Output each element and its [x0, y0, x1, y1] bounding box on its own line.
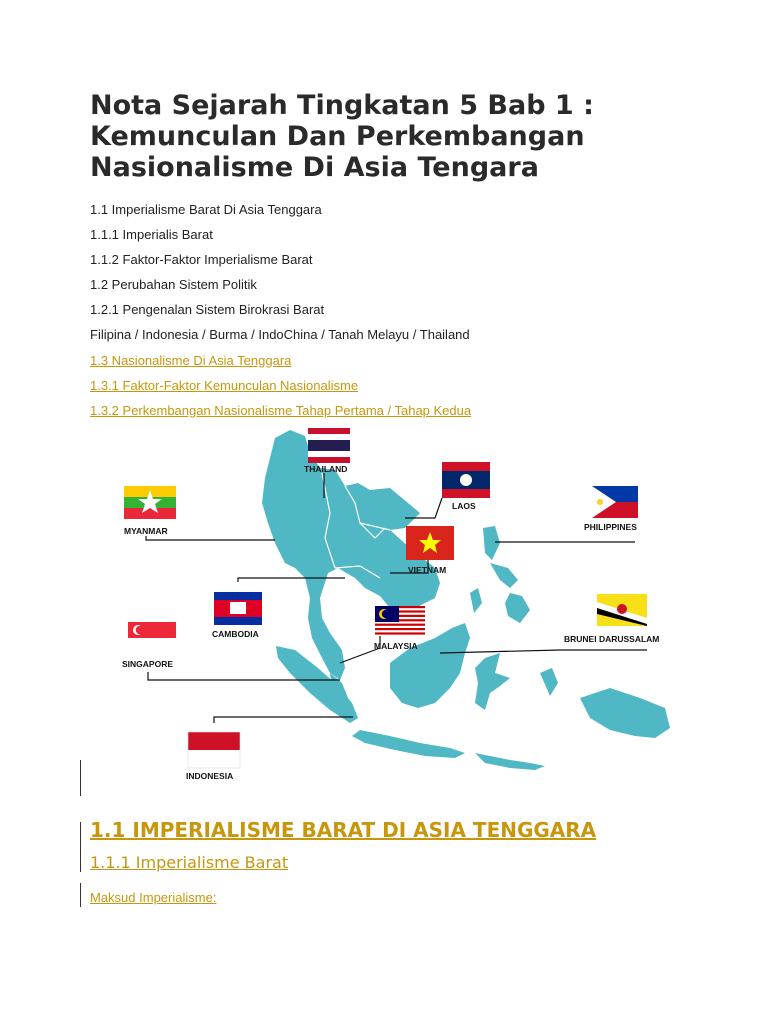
- label-philippines: PHILIPPINES: [584, 522, 637, 532]
- label-malaysia: MALAYSIA: [374, 641, 418, 651]
- flag-indonesia: [186, 732, 240, 781]
- flag-philippines: [584, 486, 638, 532]
- flag-malaysia: [374, 606, 425, 651]
- label-vietnam: VIETNAM: [408, 565, 447, 575]
- page-title: Nota Sejarah Tingkatan 5 Bab 1 : Kemunculan Dan Perkembangan Nasionalisme Di Asia Tengara: [90, 90, 594, 183]
- flag-cambodia: [212, 592, 262, 639]
- left-border-bar: [80, 760, 81, 796]
- flag-brunei: [564, 594, 659, 644]
- toc-link[interactable]: 1.3 Nasionalisme Di Asia Tenggara: [90, 352, 292, 368]
- toc-item: 1.1 Imperialisme Barat Di Asia Tenggara: [90, 202, 322, 217]
- flag-myanmar: [124, 486, 176, 536]
- label-indonesia: INDONESIA: [186, 771, 234, 781]
- label-thailand: THAILAND: [304, 464, 348, 474]
- label-singapore: SINGAPORE: [122, 659, 174, 669]
- label-cambodia: CAMBODIA: [212, 629, 259, 639]
- flag-vietnam: [406, 526, 454, 575]
- flag-singapore: [122, 622, 176, 669]
- label-myanmar: MYANMAR: [124, 526, 168, 536]
- left-border-bar: [80, 883, 81, 907]
- toc-item: 1.1.1 Imperialis Barat: [90, 227, 213, 243]
- definition-link[interactable]: Maksud Imperialisme:: [90, 890, 217, 905]
- toc-link[interactable]: 1.3.1 Faktor-Faktor Kemunculan Nasionalisme: [90, 377, 359, 393]
- toc-link[interactable]: 1.3.2 Perkembangan Nasionalisme Tahap Pertama / Tahap Kedua: [90, 402, 472, 418]
- toc-item: 1.2 Perubahan Sistem Politik: [90, 277, 257, 293]
- flag-laos: [442, 462, 490, 511]
- label-laos: LAOS: [452, 501, 476, 511]
- table-of-contents: [90, 200, 730, 426]
- flag-thailand: [304, 428, 350, 474]
- subsection-heading[interactable]: 1.1.1 Imperialisme Barat: [90, 853, 289, 872]
- label-brunei: BRUNEI DARUSSALAM: [564, 634, 660, 644]
- left-border-bar: [80, 822, 81, 872]
- toc-item: 1.1.2 Faktor-Faktor Imperialisme Barat: [90, 252, 313, 268]
- toc-item: Filipina / Indonesia / Burma / IndoChina / Tanah Melayu / Thailand: [90, 327, 470, 343]
- toc-item: 1.2.1 Pengenalan Sistem Birokrasi Barat: [90, 302, 325, 318]
- southeast-asia-map: [90, 418, 690, 803]
- section-heading[interactable]: 1.1 IMPERIALISME BARAT DI ASIA TENGGARA: [90, 818, 597, 842]
